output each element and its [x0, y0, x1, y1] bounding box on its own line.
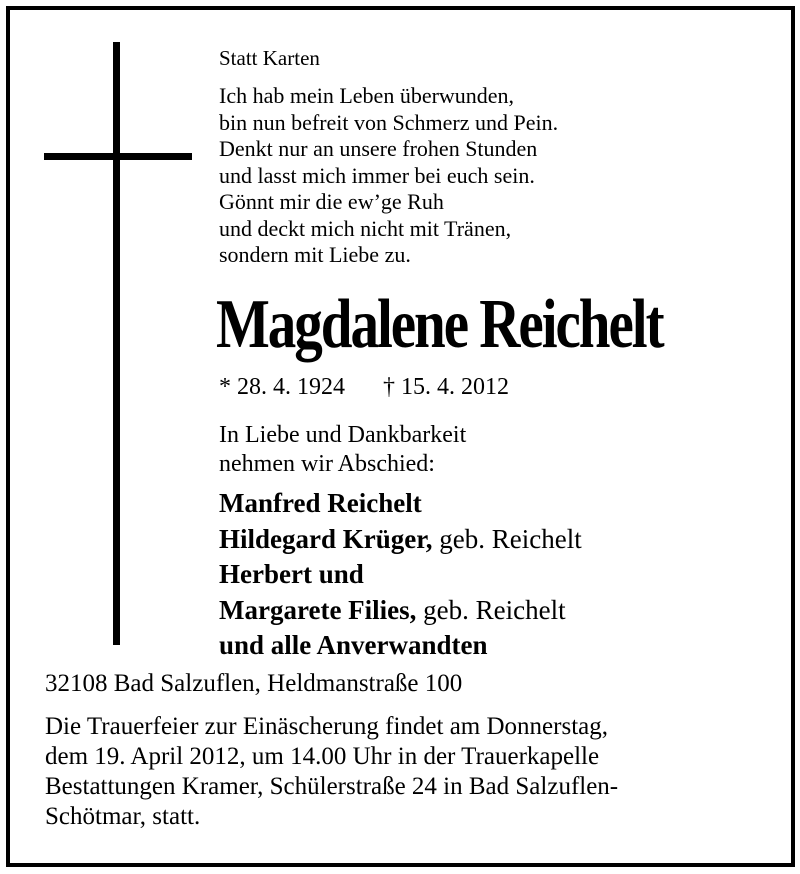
- poem-line: Ich hab mein Leben überwunden,: [219, 83, 515, 108]
- mourner-entry: [219, 486, 582, 522]
- mourner-name: Herbert und: [219, 559, 364, 589]
- ceremony-text: [45, 712, 618, 832]
- life-dates: [219, 372, 509, 402]
- farewell-line: nehmen wir Abschied:: [219, 451, 435, 477]
- poem-line: und lasst mich immer bei euch sein.: [219, 162, 535, 188]
- poem-line: Denkt nur an unsere frohen Stunden: [219, 136, 538, 161]
- mourner-name: Manfred Reichelt: [219, 488, 422, 518]
- poem-line: Gönnt mir die ew’ge Ruh: [219, 189, 444, 214]
- farewell-text: [219, 421, 466, 479]
- cross-icon: [113, 42, 120, 645]
- mourner-entry: [219, 522, 582, 558]
- cross-icon-crossbar: [44, 153, 192, 160]
- mourner-nee: geb. Reichelt: [432, 523, 582, 554]
- deceased-name: Magdalene Reichelt: [216, 286, 663, 363]
- mourner-entry: [219, 593, 582, 629]
- mourner-name: Hildegard Krüger,: [219, 523, 433, 554]
- mourner-name: und alle Anverwandten: [219, 630, 488, 660]
- mourner-name: Margarete Filies,: [219, 594, 417, 625]
- poem-line: sondern mit Liebe zu.: [219, 242, 411, 267]
- address: 32108 Bad Salzuflen, Heldmanstraße 100: [45, 670, 463, 697]
- statt-karten-label: Statt Karten: [219, 46, 320, 70]
- mourner-nee: geb. Reichelt: [416, 594, 566, 625]
- mourners-list: [219, 486, 582, 664]
- ceremony-line: dem 19. April 2012, um 14.00 Uhr in der Trauerkapelle: [45, 743, 600, 770]
- poem-line: bin nun befreit von Schmerz und Pein.: [219, 109, 559, 135]
- ceremony-line: Bestattungen Kramer, Schülerstraße 24 in Bad Salzuflen-: [45, 773, 619, 800]
- mourner-entry: [219, 628, 582, 664]
- ceremony-line: Schötmar, statt.: [45, 803, 201, 830]
- farewell-line: In Liebe und Dankbarkeit: [219, 422, 467, 448]
- birth-date: * 28. 4. 1924: [219, 374, 345, 400]
- mourner-entry: [219, 557, 582, 593]
- death-date: † 15. 4. 2012: [383, 374, 509, 400]
- ceremony-line: Die Trauerfeier zur Einäscherung findet am Donnerstag,: [45, 713, 609, 740]
- poem-line: und deckt mich nicht mit Tränen,: [219, 215, 512, 241]
- poem: [219, 83, 558, 269]
